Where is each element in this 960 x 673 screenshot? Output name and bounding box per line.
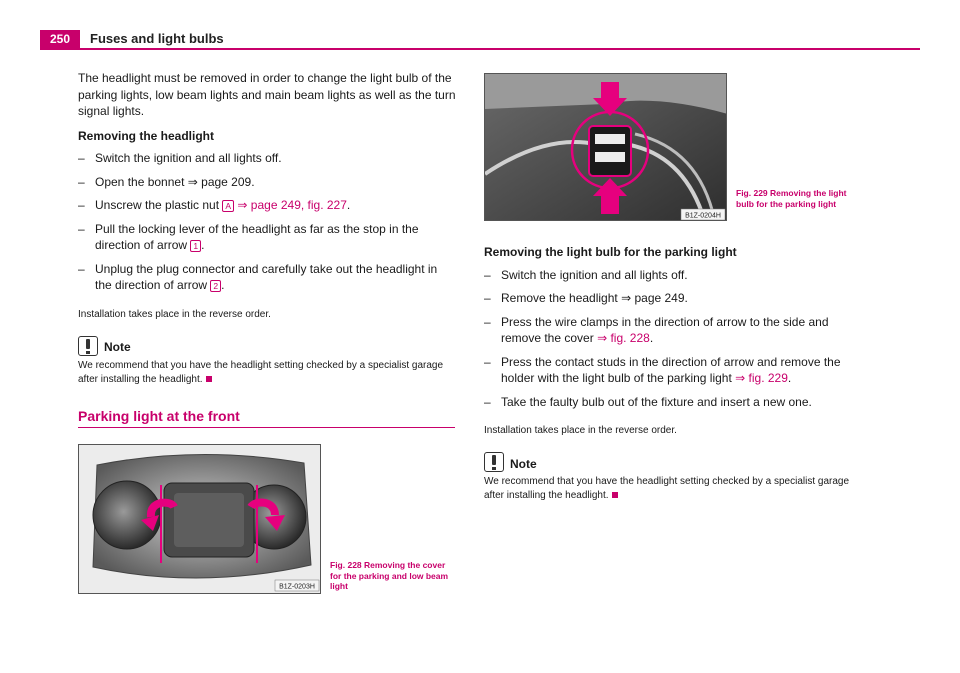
header-rule xyxy=(40,48,920,50)
end-square-icon xyxy=(206,376,212,382)
note-label: Note xyxy=(510,456,537,471)
note-text: We recommend that you have the headlight setting checked by a specialist garage after installing the headlight. xyxy=(484,476,850,501)
note-header xyxy=(78,336,456,356)
figure-228-code: B1Z-0203H xyxy=(279,583,315,591)
figure-229-code: B1Z-0204H xyxy=(685,212,721,220)
heading-removing-parking-bulb: Removing the light bulb for the parking light xyxy=(484,245,737,259)
step-item: – Pull the locking lever of the headlight as far as the stop in the direction of arrow 1 . xyxy=(78,221,456,254)
step-item: – Switch the ignition and all lights off. xyxy=(484,267,869,284)
installation-note: Installation takes place in the reverse order. xyxy=(484,425,677,436)
note-exclamation-icon xyxy=(78,336,98,356)
step-item: – Unplug the plug connector and carefully take out the headlight in the direction of arrow 2 . xyxy=(78,261,456,294)
note-header xyxy=(484,452,869,472)
page-reference: ⇒ page 249. xyxy=(621,291,688,305)
step-item: – Unscrew the plastic nut A ⇒ page 249, fig. 227. xyxy=(78,197,456,214)
note-exclamation-icon xyxy=(484,452,504,472)
right-column xyxy=(484,244,869,503)
figure-229-image xyxy=(484,73,727,221)
callout-badge-a: A xyxy=(222,200,234,212)
step-item: – Open the bonnet ⇒ page 209. xyxy=(78,174,456,191)
heading-removing-headlight: Removing the headlight xyxy=(78,128,215,143)
step-item: – Press the wire clamps in the direction of arrow to the side and remove the cover ⇒ fig. 228. xyxy=(484,314,869,347)
step-item: – Remove the headlight ⇒ page 249. xyxy=(484,290,869,307)
step-item: – Take the faulty bulb out of the fixture and insert a new one. xyxy=(484,394,869,411)
callout-badge-1: 1 xyxy=(190,240,201,252)
note-text: We recommend that you have the headlight setting checked by a specialist garage after installing the headlight. xyxy=(78,359,444,385)
figure-link[interactable]: ⇒ fig. 228 xyxy=(597,331,650,345)
note-label: Note xyxy=(104,340,131,354)
figure-228-image xyxy=(78,444,321,594)
callout-badge-2: 2 xyxy=(210,280,221,292)
figure-229-caption: Fig. 229 Removing the light bulb for the parking light xyxy=(736,188,847,209)
page-number: 250 xyxy=(40,30,80,48)
installation-note: Installation takes place in the reverse order. xyxy=(78,308,271,320)
intro-paragraph: The headlight must be removed in order to change the light bulb of the parking lights, low beam lights and main beam lights as well as the turn signal lights. xyxy=(78,71,456,118)
figure-link[interactable]: ⇒ fig. 229 xyxy=(735,371,788,385)
end-square-icon xyxy=(612,492,618,498)
left-column xyxy=(78,70,456,387)
step-item: – Press the contact studs in the direction of arrow and remove the holder with the light bulb of the parking light ⇒ fig. 229. xyxy=(484,354,869,387)
section-title: Parking light at the front xyxy=(78,408,240,424)
figure-link[interactable]: ⇒ page 249, fig. 227 xyxy=(237,198,347,212)
figure-228-caption: Fig. 228 Removing the cover for the parking and low beam light xyxy=(330,560,449,591)
page-reference: ⇒ page 209. xyxy=(187,174,255,189)
section-rule xyxy=(78,427,455,428)
running-title: Fuses and light bulbs xyxy=(90,31,224,46)
step-item: – Switch the ignition and all lights off. xyxy=(78,150,456,167)
